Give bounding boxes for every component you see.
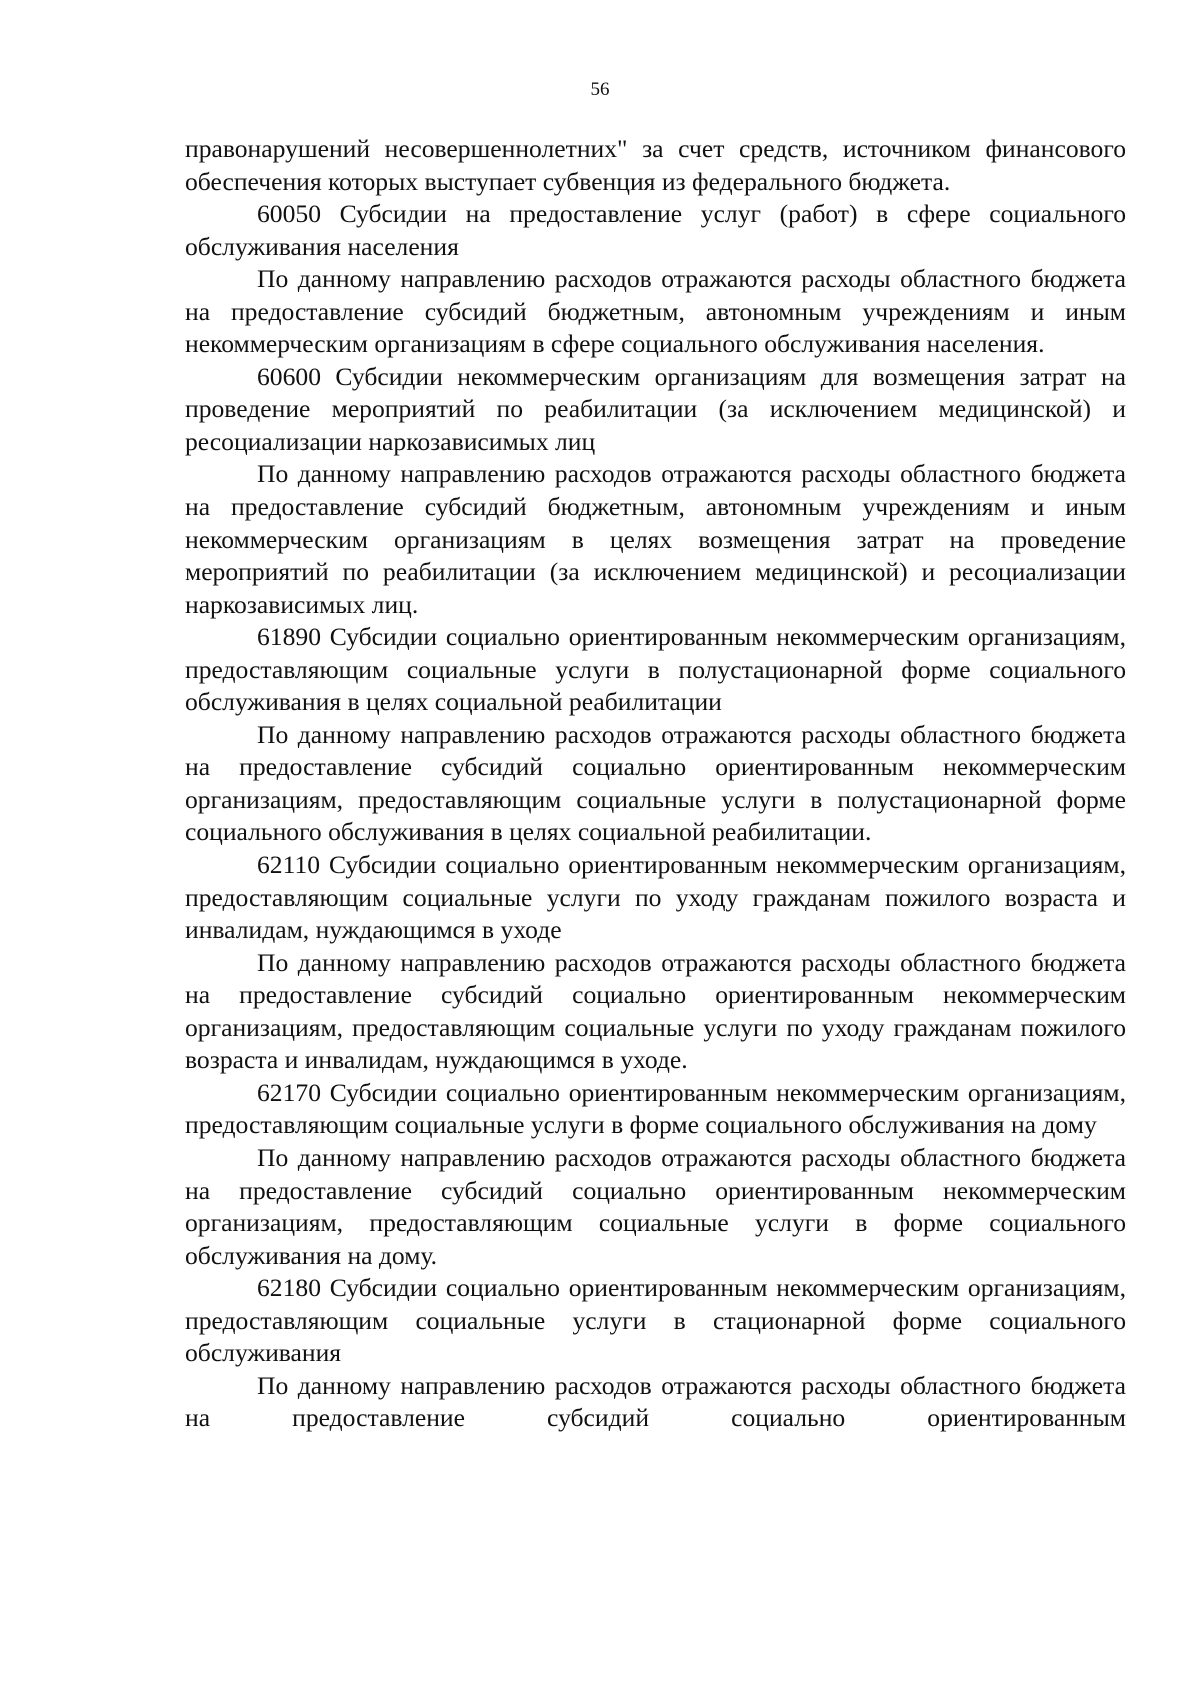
section-heading-60050: 60050 Субсидии на предоставление услуг (работ) в сфере социального обслуживания населения bbox=[185, 199, 1126, 261]
section-heading-62110: 62110 Субсидии социально ориентированным некоммерческим организациям, предоставляющим социальные услуги по уходу гражданам пожилого возраста и инвалидам, нуждающимся в уходе bbox=[185, 850, 1126, 945]
document-body bbox=[185, 133, 1126, 1435]
section-heading-62180: 62180 Субсидии социально ориентированным некоммерческим организациям, предоставляющим социальные услуги в стационарной форме социального обслуживания bbox=[185, 1273, 1126, 1368]
section-text-62170: По данному направлению расходов отражаются расходы областного бюджета на предоставление субсидий социально ориентированным некоммерческим организациям, предоставляющим социальные услуги в форме социального обслуживания на дому. bbox=[185, 1142, 1126, 1270]
section-text-62110: По данному направлению расходов отражаются расходы областного бюджета на предоставление субсидий социально ориентированным некоммерческим организациям, предоставляющим социальные услуги по уходу гражданам пожилого возраста и инвалидам, нуждающимся в уходе. bbox=[185, 947, 1126, 1075]
page-number: 56 bbox=[590, 79, 610, 100]
paragraph-continuation: правонарушений несовершеннолетних" за счет средств, источником финансового обеспечения которых выступает субвенция из федерального бюджета. bbox=[185, 134, 1126, 196]
section-text-62180: По данному направлению расходов отражаются расходы областного бюджета на предоставление субсидий социально ориентированным bbox=[185, 1370, 1126, 1433]
section-text-60600: По данному направлению расходов отражаются расходы областного бюджета на предоставление субсидий бюджетным, автономным учреждениям и иным некоммерческим организациям в целях возмещения затрат на проведение мероприятий по реабилитации (за исключением медицинской) и ресоциализации наркозависимых лиц. bbox=[185, 459, 1126, 619]
section-text-60050: По данному направлению расходов отражаются расходы областного бюджета на предоставление субсидий бюджетным, автономным учреждениям и иным некоммерческим организациям в сфере социального обслуживания населения. bbox=[185, 264, 1126, 359]
section-heading-62170: 62170 Субсидии социально ориентированным некоммерческим организациям, предоставляющим социальные услуги в форме социального обслуживания на дому bbox=[185, 1077, 1126, 1140]
section-heading-60600: 60600 Субсидии некоммерческим организациям для возмещения затрат на проведение мероприятий по реабилитации (за исключением медицинской) и ресоциализации наркозависимых лиц bbox=[185, 361, 1126, 456]
section-heading-61890: 61890 Субсидии социально ориентированным некоммерческим организациям, предоставляющим социальные услуги в полустационарной форме социального обслуживания в целях социальной реабилитации bbox=[185, 622, 1126, 717]
section-text-61890: По данному направлению расходов отражаются расходы областного бюджета на предоставление субсидий социально ориентированным некоммерческим организациям, предоставляющим социальные услуги в полустационарной форме социального обслуживания в целях социальной реабилитации. bbox=[185, 719, 1126, 847]
